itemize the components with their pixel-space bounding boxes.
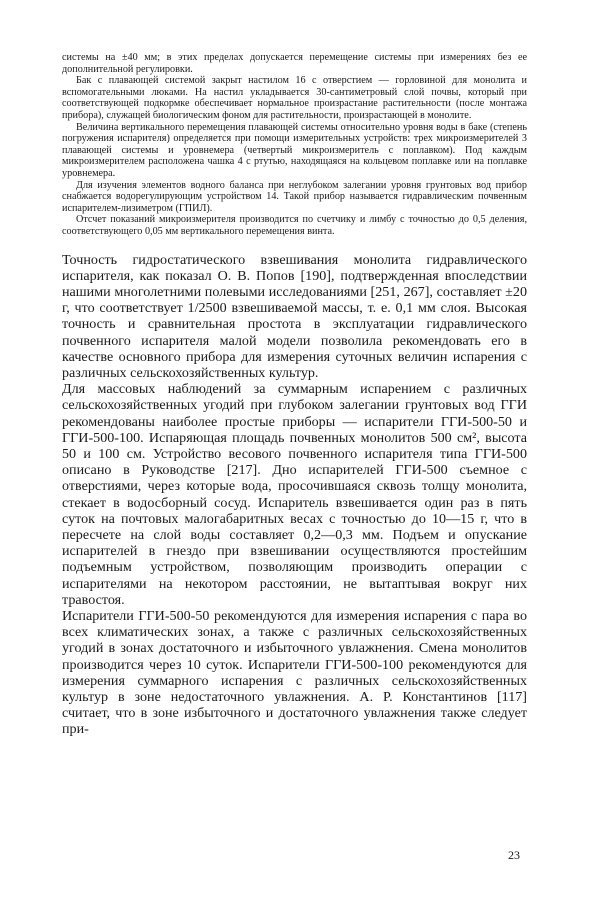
- small-paragraph-5: Отсчет показаний микроизмерителя производится по счетчику и лимбу с точностью до 0,5 деления, соответствующего 0,05 мм вертикального перемещения винта.: [62, 214, 527, 237]
- page-body: [62, 52, 527, 738]
- main-paragraph-3: Испарители ГГИ-500-50 рекомендуются для измерения испарения с пара во всех климатических зонах, а также с различных сельскохозяйственных угодий в зонах достаточного и избыточного увлажнения. Смена монолитов производится через 10 суток. Испарители ГГИ-500-100 рекомендуются для измерения суммарного испарения с различных сельскохозяйственных культур в зоне недостаточного увлажнения. А. Р. Константинов [117] считает, что в зоне избыточного и достаточного увлажнения также следует при-: [62, 607, 527, 738]
- main-paragraph-2: Для массовых наблюдений за суммарным испарением с различных сельскохозяйственных угодий при глубоком залегании грунтовых вод ГГИ рекомендованы наиболее простые приборы — испарители ГГИ-500-50 и ГГИ-500-100. Испаряющая площадь почвенных монолитов 500 см², высота 50 и 100 см. Устройство весового почвенного испарителя типа ГГИ-500 описано в Руководстве [217]. Дно испарителей ГГИ-500 съемное с отверстиями, через которые вода, просочившаяся сквозь толщу монолита, стекает в водосборный сосуд. Испаритель взвешивается один раз в пять суток на почтовых малогабаритных весах с точностью до 10—15 г, что в пересчете на слой воды составляет 0,2—0,3 мм. Подъем и опускание испарителей в гнездо при взвешивании осуществляются простейшим подъемным устройством, позволяющим производить операции с испарителями на некотором расстоянии, не вытаптывая вокруг них травостоя.: [62, 381, 527, 608]
- main-paragraph-1: Точность гидростатического взвешивания монолита гидравлического испарителя, как показал О. В. Попов [190], подтвержденная впоследствии нашими многолетними полевыми исследованиями [251, 267], составляет ±20 г, что соответствует 1/2500 взвешиваемой массы, т. е. 0,1 мм слоя. Высокая точность и сравнительная простота в эксплуатации гидравлического почвенного испарителя малой модели позволила рекомендовать его в качестве основного прибора для измерения суточных величин испарения с различных сельскохозяйственных культур.: [62, 251, 527, 381]
- page-number: 23: [508, 848, 520, 862]
- small-paragraph-4: Для изучения элементов водного баланса при неглубоком залегании уровня грунтовых вод прибор снабжается водорегулирующим устройством 14. Такой прибор называется гидравлическим почвенным испарителем-лизиметром (ГПИЛ).: [62, 179, 527, 214]
- main-text-section: [62, 252, 527, 738]
- small-paragraph-3: Величина вертикального перемещения плавающей системы относительно уровня воды в баке (степень погружения испарителя) определяется при помощи измерительных устройств: трех микроизмерителей 3 плавающей системы и уровнемера (четвертый микроизмеритель с поплавком). Под каждым микроизмерителем расположена чашка 4 с ртутью, находящаяся на кольцевом поплавке или на поплавке уровнемера.: [62, 121, 527, 179]
- small-print-section: [62, 52, 527, 238]
- small-paragraph-1: системы на ±40 мм; в этих пределах допускается перемещение системы при измерениях без ее дополнительной регулировки.: [62, 52, 527, 75]
- small-paragraph-2: Бак с плавающей системой закрыт настилом 16 с отверстием — горловиной для монолита и вспомогательными люками. На настил укладывается 30-сантиметровый слой почвы, который при соответствующей подкормке обеспечивает нормальное произрастание растительности (после монтажа прибора), служащей биологическим фоном для растительности, произрастающей в монолите.: [62, 75, 527, 121]
